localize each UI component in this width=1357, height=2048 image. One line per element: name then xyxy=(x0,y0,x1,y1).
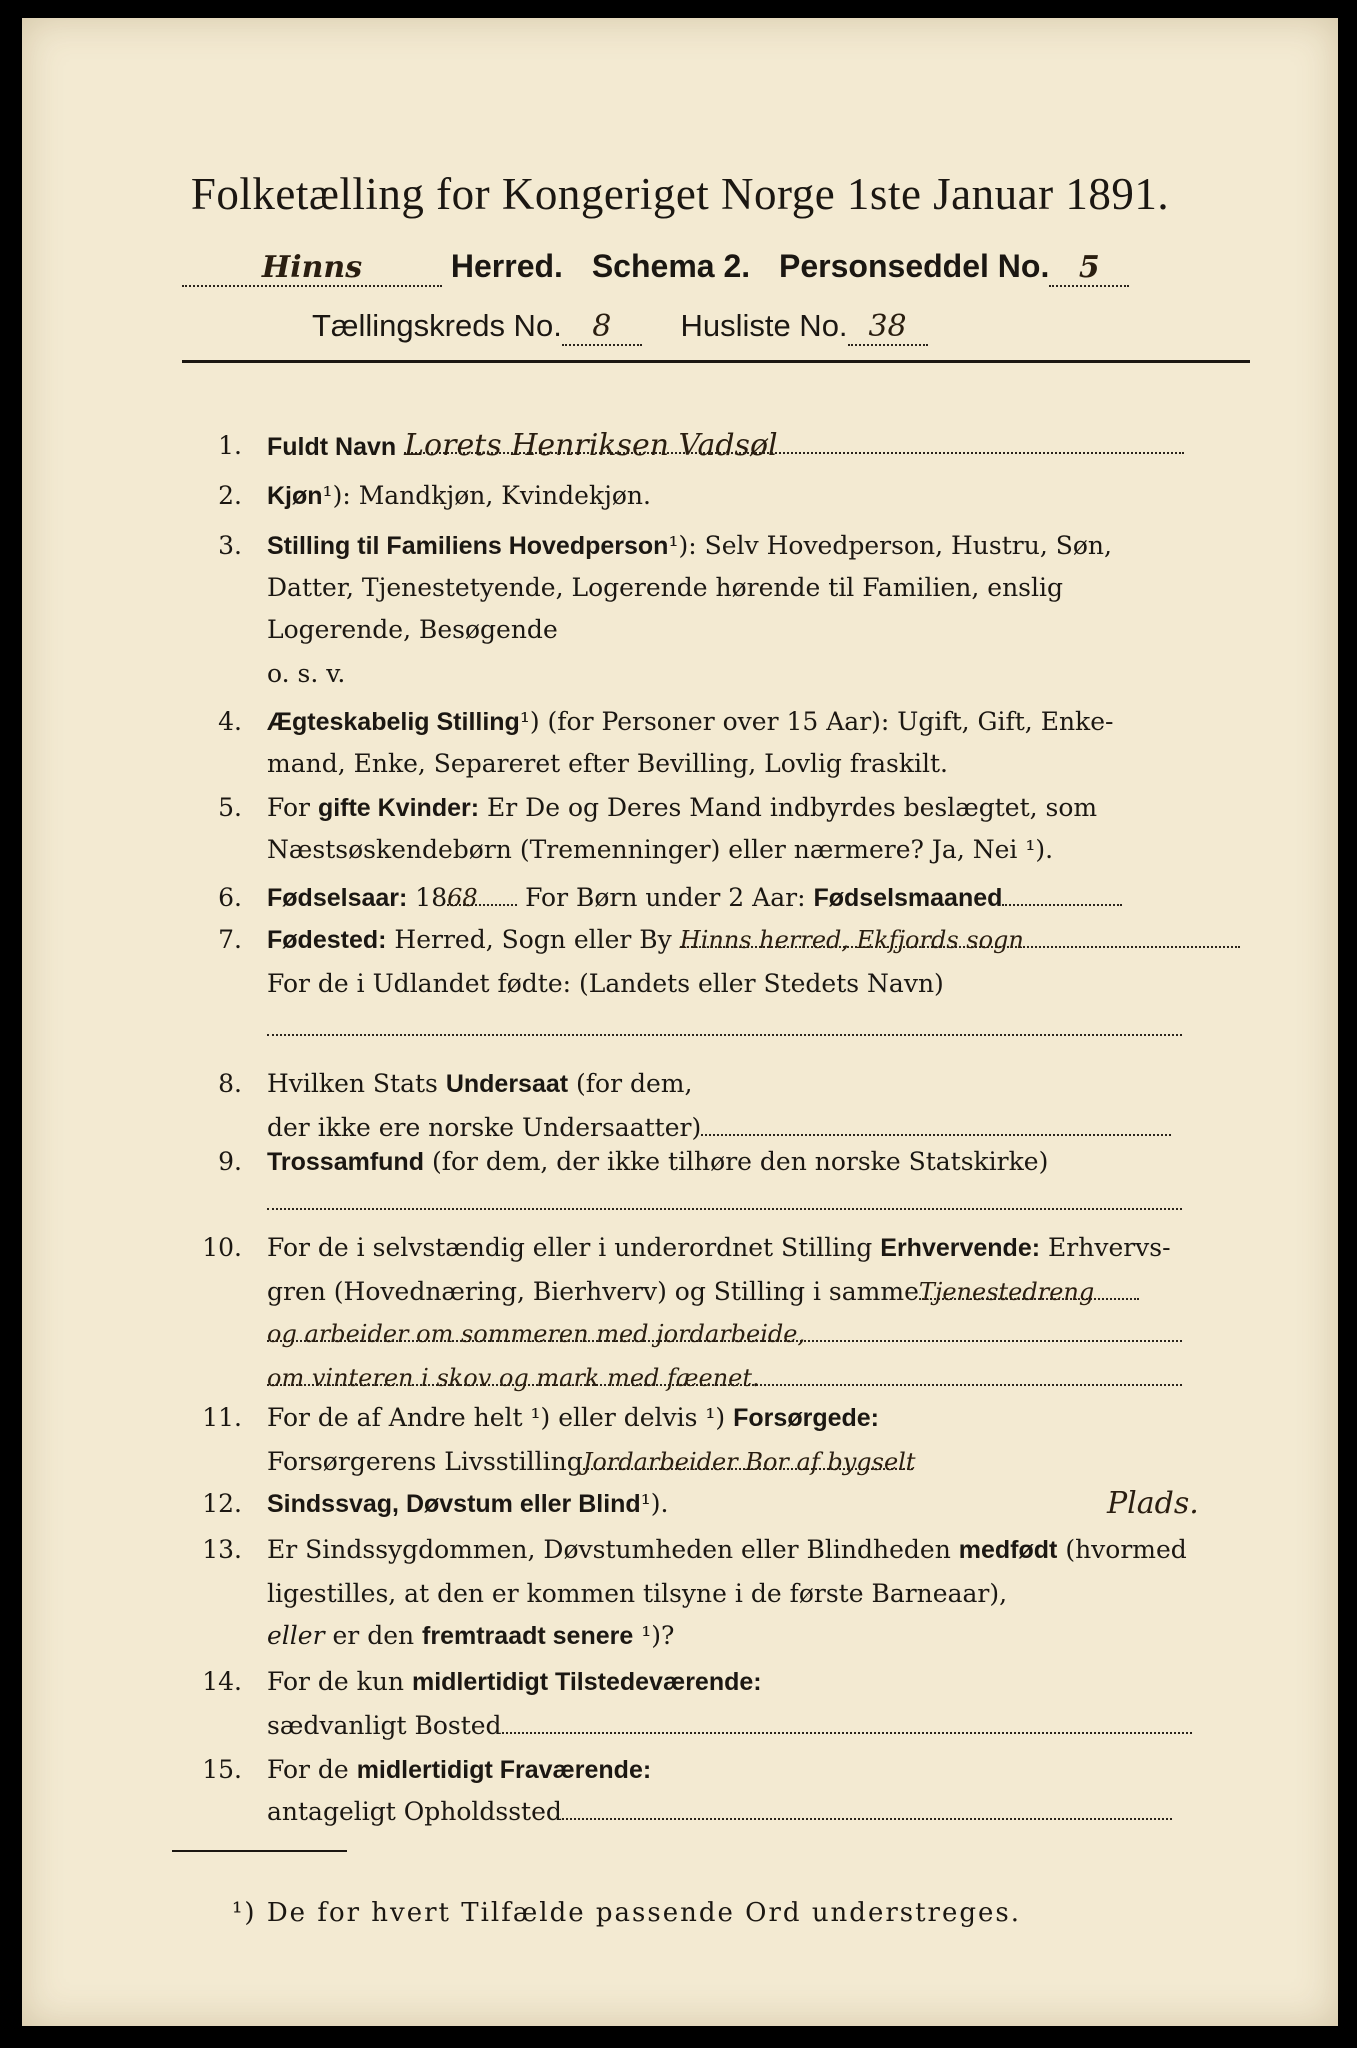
census-form-page: Folketælling for Kongeriget Norge 1ste Januar 1891. Hinns Herred. Schema 2. Personseddel No. 5 Tællingskreds No. 8 Husliste No. 38 1. Fuldt Navn Lorets Henriksen Vadsøl 2. Kjøn¹): Mandkjøn, Kvindekjøn. 3. Stilling til Familiens Hovedperson¹): Selv Hovedperson, Hustru, Søn, Datter, Tjenestetyende, Logerende hørende til Familien, enslig Logerende, Besøgende o. s. v. 4. Ægteskabelig Stilling¹) (for Personer over 15 Aar): Ugift, Gift, Enke- mand, Enke, Separeret efter Bevilling, Lovlig fraskilt. 5. For gifte Kvinder: Er De og Deres Mand indbyrdes beslægtet, som Næstsøskendebørn (Tremenninger) eller nærmere? Ja, Nei ¹). 6. Fødselsaar: 1868 For Børn under 2 Aar: Fødselsmaaned 7. Fødested: Herred, Sogn eller By Hinns herred, Ekfjords sogn For de i Udlandet fødte: (Landets eller Stedets Navn) 8. Hvilken Stats Undersaat (for dem, der ikke ere norske Undersaatter) 9. Trossamfund (for dem, der ikke tilhøre den norske Statskirke) 10. For de i selvstændig eller i underordnet Stilling Erhvervende: Erhvervs- gren (Hovednæring, Bierhverv) og Stilling i sammeTjenestedreng og arbeider om sommeren med jordarbeide, om vinteren i skov og mark med fæenet. 11. For de af Andre helt ¹) eller delvis ¹) Forsørgede: Forsørgerens LivsstillingJordarbeider Bor af bygselt 12. Sindssvag, Døvstum eller Blind¹). Plads. 13. Er Sindssygdommen, Døvstumheden eller Blindheden medfødt (hvormed ligestilles, at den er kommen tilsyne i de første Barneaar), eller er den fremtraadt senere ¹)? 14. For de kun midlertidigt Tilstedeværende: sædvanligt Bosted 15. For de midlertidigt Fraværende: antageligt Opholdssted ¹) De for hvert Tilfælde passende Ord understreges. xyxy=(22,18,1338,2026)
q3-line4: o. s. v. xyxy=(267,659,346,688)
q10-value1: Tjenestedreng xyxy=(918,1278,1095,1306)
header-line-taellingskreds xyxy=(312,308,928,346)
q11-label: Forsørgede: xyxy=(733,1404,879,1432)
q7-label: Fødested: xyxy=(267,926,387,954)
q8-line2: der ikke ere norske Undersaatter) xyxy=(267,1113,702,1142)
q1-label: Fuldt Navn xyxy=(267,433,397,461)
q11-value2: Plads. xyxy=(1107,1486,1199,1521)
taellingskreds-label: Tællingskreds No. xyxy=(312,308,562,343)
husliste-value: 38 xyxy=(868,309,907,344)
q14-label: midlertidigt Tilstedeværende: xyxy=(411,1668,762,1696)
q3-line3: Logerende, Besøgende xyxy=(267,615,558,644)
q10-label: Erhvervende: xyxy=(880,1234,1041,1262)
q5-line2: Næstsøskendebørn (Tremenninger) eller nærmere? Ja, Nei ¹). xyxy=(267,835,1054,864)
q2-text: ¹): Mandkjøn, Kvindekjøn. xyxy=(322,481,651,510)
q8-label: Undersaat xyxy=(445,1070,569,1098)
q5-label: gifte Kvinder: xyxy=(317,794,480,822)
personseddel-label: Personseddel No. xyxy=(779,248,1050,284)
q13-label: medfødt xyxy=(958,1536,1058,1564)
schema-label: Schema 2. xyxy=(591,248,751,284)
footnote: ¹) De for hvert Tilfælde passende Ord understreges. xyxy=(232,1898,1022,1928)
q4-label: Ægteskabelig Stilling xyxy=(267,708,520,736)
header-divider xyxy=(182,360,1250,363)
q7-line2: For de i Udlandet fødte: (Landets eller Stedets Navn) xyxy=(267,969,944,998)
header-line-herred xyxy=(182,248,1129,287)
taellingskreds-value: 8 xyxy=(592,309,612,344)
q1-value: Lorets Henriksen Vadsøl xyxy=(404,428,778,463)
q6-label: Fødselsaar: xyxy=(267,884,408,912)
form-title: Folketælling for Kongeriget Norge 1ste Januar 1891. xyxy=(190,169,1170,219)
q3-label: Stilling til Familiens Hovedperson xyxy=(267,532,669,560)
q12-label: Sindssvag, Døvstum eller Blind xyxy=(267,1490,641,1518)
herred-value: Hinns xyxy=(261,250,363,285)
footnote-divider xyxy=(172,1850,347,1852)
q6-value: 68 xyxy=(447,884,478,912)
personseddel-value: 5 xyxy=(1078,250,1100,285)
herred-label: Herred. xyxy=(450,248,563,284)
q7-value: Hinns herred, Ekfjords sogn xyxy=(679,926,1024,954)
q9-label: Trossamfund xyxy=(267,1148,424,1176)
q11-value: Jordarbeider Bor af bygselt xyxy=(582,1448,916,1476)
q10-value3: om vinteren i skov og mark med fæenet. xyxy=(267,1364,760,1392)
q10-value2: og arbeider om sommeren med jordarbeide, xyxy=(267,1320,806,1348)
q3-line2: Datter, Tjenestetyende, Logerende hørende til Familien, enslig xyxy=(267,573,1064,602)
q13-line2: ligestilles, at den er kommen tilsyne i de første Barneaar), xyxy=(267,1579,1008,1608)
q15-label: midlertidigt Fraværende: xyxy=(356,1756,652,1784)
q4-line2: mand, Enke, Separeret efter Bevilling, Lovlig fraskilt. xyxy=(267,749,948,778)
husliste-label: Husliste No. xyxy=(680,308,848,343)
q2-label: Kjøn xyxy=(267,482,323,510)
